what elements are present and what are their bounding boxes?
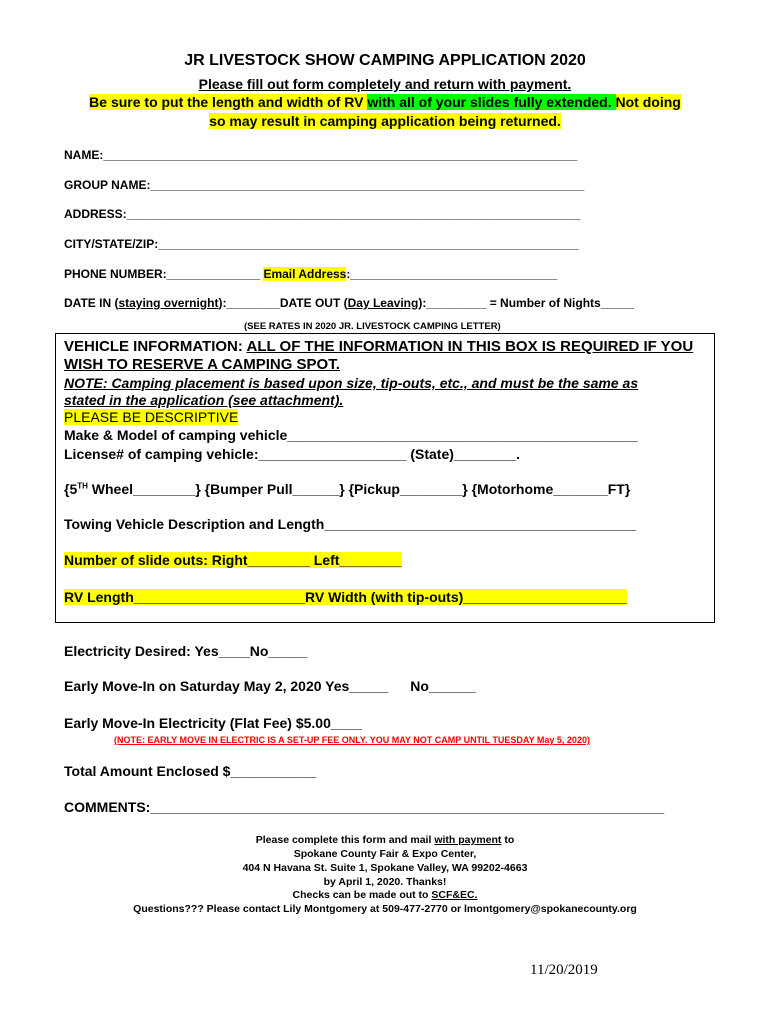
footer-line-2: Spokane County Fair & Expo Center, (293, 848, 477, 860)
slide-outs-field[interactable] (64, 552, 402, 568)
date-in-field[interactable]: ):________DATE OUT ( (218, 296, 348, 310)
footer-checks (0, 889, 770, 901)
placement-note-line2: stated in the application (see attachment). (64, 392, 344, 408)
fifth-wheel-superscript: TH (77, 481, 88, 491)
instruction-line-2: so may result in camping application being returned. (209, 113, 561, 129)
rv-size-instruction-line2 (0, 113, 770, 129)
towing-vehicle-field[interactable]: Towing Vehicle Description and Length________________________________________ (64, 516, 636, 532)
be-descriptive-label (64, 409, 238, 425)
form-title: JR LIVESTOCK SHOW CAMPING APPLICATION 2020 (184, 52, 586, 69)
footer-checks-text: Checks can be made out to (292, 889, 432, 901)
footer-with-payment: with payment (434, 834, 502, 846)
staying-overnight-label: staying overnight (118, 296, 219, 310)
email-field[interactable]: :_______________________________ (346, 267, 558, 281)
early-move-in-no: No______ (410, 678, 476, 694)
vehicle-heading-label: VEHICLE INFORMATION: (64, 338, 247, 355)
total-enclosed-field[interactable]: Total Amount Enclosed $___________ (64, 763, 317, 779)
early-move-in-note: (NOTE: EARLY MOVE IN ELECTRIC IS A SET-UP FEE ONLY. YOU MAY NOT CAMP UNTIL TUESDAY May 5, 2020) (114, 735, 590, 745)
footer-deadline: by April 1, 2020. Thanks! (323, 876, 447, 888)
vehicle-required-notice: ALL OF THE INFORMATION IN THIS BOX IS REQUIRED IF YOU (246, 338, 694, 355)
name-field[interactable]: NAME:_______________________________________________________________________ (64, 148, 578, 162)
slide-outs-text: Number of slide outs: Right________ Left________ (64, 552, 402, 568)
footer-mail-text: Please complete this form and mail (255, 834, 435, 846)
day-leaving-label: Day Leaving (347, 296, 419, 310)
comments-field[interactable]: COMMENTS:__________________________________________________________________ (64, 799, 665, 815)
early-move-in-yes: Early Move-In on Saturday May 2, 2020 Yes_____ (64, 678, 389, 694)
footer-line-1 (0, 834, 770, 846)
instruction-part-1: Be sure to put the length and width of RV (89, 94, 368, 110)
vehicle-heading (64, 338, 693, 355)
form-subtitle: Please fill out form completely and return with payment. (198, 76, 572, 92)
vehicle-heading-line2: WISH TO RESERVE A CAMPING SPOT. (64, 356, 340, 373)
document-date: 11/20/2019 (530, 962, 598, 978)
footer-payee: SCF&EC. (431, 889, 478, 901)
license-field[interactable]: License# of camping vehicle:___________________ (State)________. (64, 446, 521, 462)
vehicle-type-options: Wheel________} {Bumper Pull______} {Pickup________} {Motorhome_______FT} (87, 481, 631, 497)
rates-note: (SEE RATES IN 2020 JR. LIVESTOCK CAMPING LETTER) (244, 321, 501, 332)
email-label: Email Address (263, 267, 347, 281)
rv-size-instruction (0, 94, 770, 110)
rv-size-field[interactable] (64, 589, 627, 605)
instruction-part-3: Not doing (615, 94, 681, 110)
electricity-field[interactable]: Electricity Desired: Yes____No_____ (64, 643, 308, 659)
early-move-in-field[interactable] (64, 678, 476, 694)
city-state-zip-field[interactable]: CITY/STATE/ZIP:_______________________________________________________________ (64, 237, 579, 251)
group-name-field[interactable]: GROUP NAME:_________________________________________________________________ (64, 178, 585, 192)
footer-address: 404 N Havana St. Suite 1, Spokane Valley, WA 99202-4663 (242, 862, 528, 874)
early-electricity-field[interactable]: Early Move-In Electricity (Flat Fee) $5.00____ (64, 715, 363, 731)
dates-row (64, 296, 634, 310)
footer-contact: Questions??? Please contact Lily Montgomery at 509-477-2770 or lmontgomery@spokanecounty.org (133, 903, 637, 915)
be-descriptive-text: PLEASE BE DESCRIPTIVE (64, 409, 239, 425)
vehicle-type-field[interactable] (64, 481, 630, 497)
make-model-field[interactable]: Make & Model of camping vehicle_____________________________________________ (64, 427, 638, 443)
date-in-label: DATE IN ( (64, 296, 119, 310)
rv-size-text: RV Length______________________RV Width (with tip-outs)_____________________ (64, 589, 627, 605)
phone-email-row (64, 267, 557, 281)
address-field[interactable]: ADDRESS:____________________________________________________________________ (64, 207, 581, 221)
phone-number-field[interactable]: PHONE NUMBER:______________ (64, 267, 264, 281)
placement-note: NOTE: Camping placement is based upon size, tip-outs, etc., and must be the same as (64, 375, 639, 391)
footer-to: to (501, 834, 515, 846)
fifth-wheel-prefix: {5 (64, 481, 78, 497)
instruction-part-2: with all of your slides fully extended. (367, 94, 616, 110)
date-out-nights-field[interactable]: ):_________ = Number of Nights_____ (418, 296, 635, 310)
